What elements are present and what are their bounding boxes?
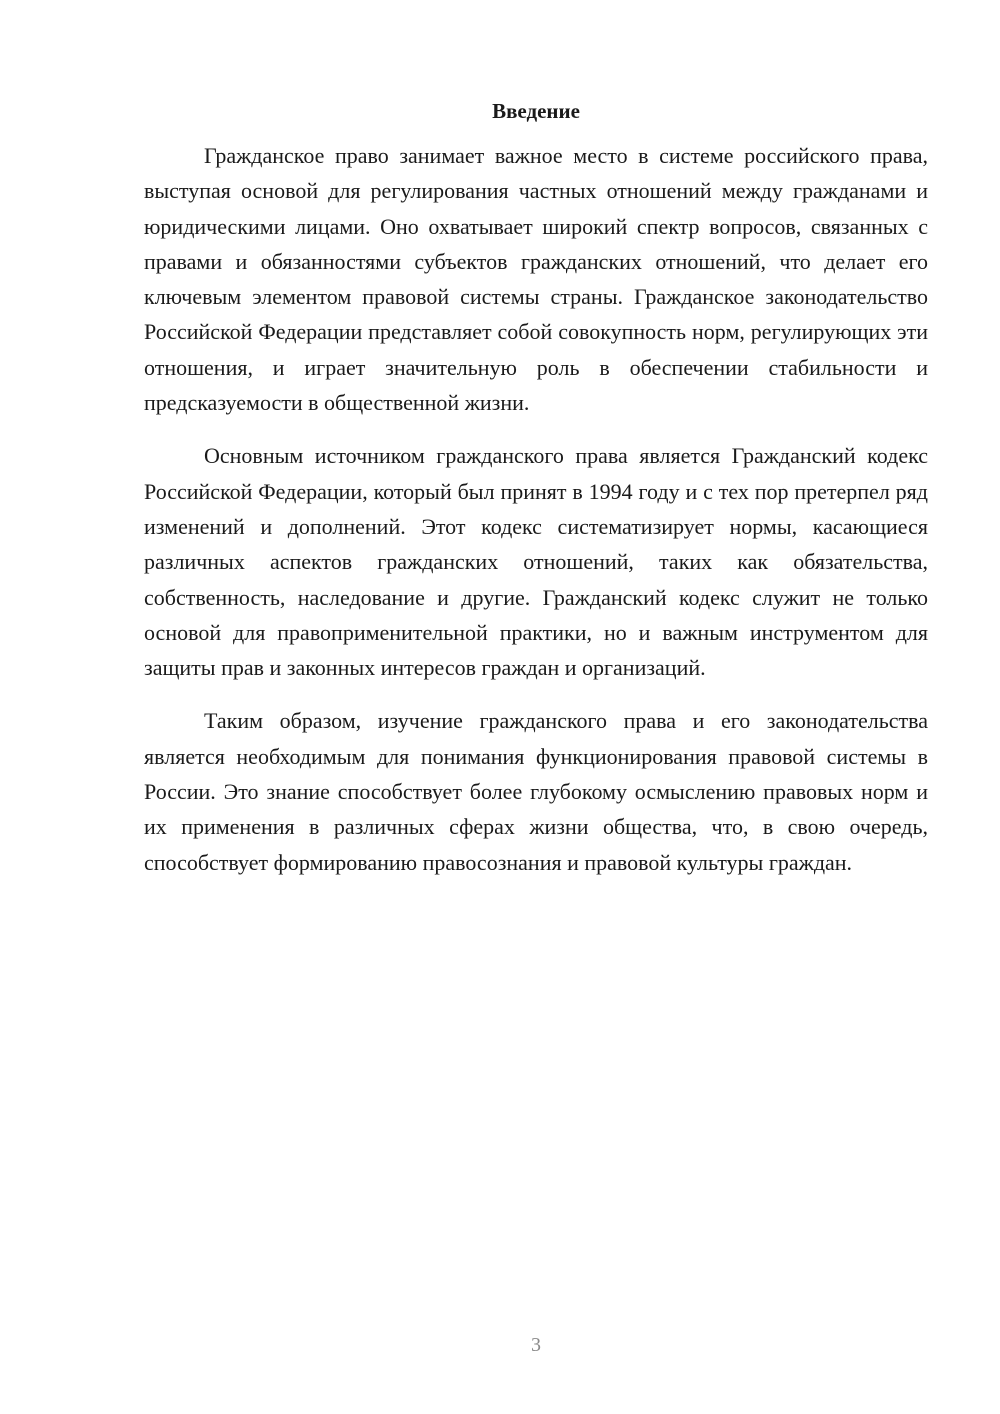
page-content bbox=[144, 96, 928, 898]
section-heading: Введение bbox=[492, 99, 580, 123]
paragraph-3: Таким образом, изучение гражданского права и его законодательства является необходимым для понимания функционирования правовой системы в России. Это знание способствует более глубокому осмыслению правовых норм и их применения в различных сферах жизни общества, что, в свою очередь, способствует формированию правосознания и правовой культуры граждан. bbox=[144, 708, 928, 875]
paragraph-2: Основным источником гражданского права является Гражданский кодекс Российской Федерации, который был принят в 1994 году и с тех пор претерпел ряд изменений и дополнений. Этот кодекс систематизирует нормы, касающиеся различных аспектов гражданских отношений, таких как обязательства, собственность, наследование и другие. Гражданский кодекс служит не только основой для правоприменительной практики, но и важным инструментом для защиты прав и законных интересов граждан и организаций. bbox=[144, 443, 928, 681]
page-number: 3 bbox=[531, 1334, 541, 1356]
paragraph-1: Гражданское право занимает важное место в системе российского права, выступая основой для регулирования частных отношений между гражданами и юридическими лицами. Оно охватывает широкий спектр вопросов, связанных с правами и обязанностями субъектов гражданских отношений, что делает его ключевым элементом правовой системы страны. Гражданское законодательство Российской Федерации представляет собой совокупность норм, регулирующих эти отношения, и играет значительную роль в обеспечении стабильности и предсказуемости в общественной жизни. bbox=[144, 143, 928, 416]
